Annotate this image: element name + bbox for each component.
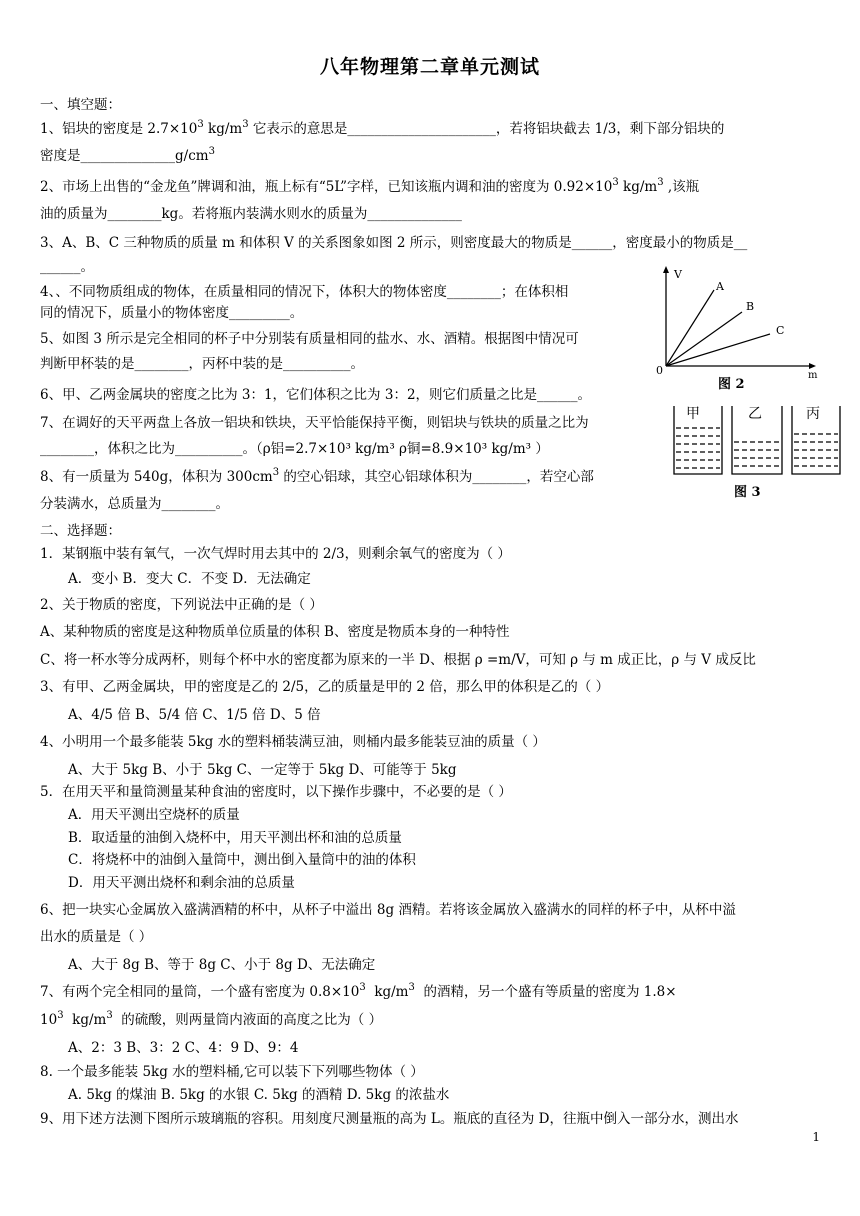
question-2-line-1: 2、市场上出售的“金龙鱼”牌调和油，瓶上标有“5L”字样，已知该瓶内调和油的密度为 $0.92\times 10^3$ $kg/m^3$ ,该瓶 xyxy=(40,177,700,195)
question-7-line-1: 7、在调好的天平两盘上各放一铝块和铁块，天平恰能保持平衡，则铝块与铁块的质量之比为 xyxy=(40,415,589,431)
choice-7-options: A、2：3 B、3：2 C、4：9 D、9：4 xyxy=(68,1040,299,1056)
cup-yi-label: 乙 xyxy=(748,406,762,422)
choice-2-options-ab: A、某种物质的密度是这种物质单位质量的体积 B、密度是物质本身的一种特性 xyxy=(40,624,510,640)
v-axis-label: V xyxy=(674,268,682,281)
question-6: 6、甲、乙两金属块的密度之比为 3：1，它们体积之比为 3：2，则它们质量之比是______。 xyxy=(40,387,592,403)
choice-7-line-2: $10^3$ $kg/m^3$ 的硫酸，则两量筒内液面的高度之比为（ ） xyxy=(40,1010,383,1028)
choice-2: 2、关于物质的密度，下列说法中正确的是（ ） xyxy=(40,597,323,613)
choice-5-option-a: A．用天平测出空烧杯的质量 xyxy=(68,807,240,823)
question-1-line-1: 1、铝块的密度是 $2.7\times 10^3$ $kg/m^3$ 它表示的意思是______________________，若将铝块截去 1/3，剩下部分铝块的 xyxy=(40,119,725,137)
choice-5-option-d: D．用天平测出烧杯和剩余油的总质量 xyxy=(68,875,295,891)
line-c xyxy=(666,334,770,366)
label-b: B xyxy=(746,300,755,313)
choice-3: 3、有甲、乙两金属块，甲的密度是乙的 2/5，乙的质量是甲的 2 倍，那么甲的体积是乙的（ ） xyxy=(40,679,610,695)
choice-3-options: A、4/5 倍 B、5/4 倍 C、1/5 倍 D、5 倍 xyxy=(68,707,321,723)
choice-2-options-cd: C、将一杯水等分成两杯，则每个杯中水的密度都为原来的一半 D、根据 ρ =m/V，可知 ρ 与 m 成正比，ρ 与 V 成反比 xyxy=(40,652,756,668)
choice-4: 4、小明用一个最多能装 5kg 水的塑料桶装满豆油，则桶内最多能装豆油的质量（ ） xyxy=(40,734,546,750)
choice-1: 1．某钢瓶中装有氧气，一次气焊时用去其中的 2/3，则剩余氧气的密度为（ ） xyxy=(40,546,511,562)
m-axis-arrow-icon xyxy=(809,363,816,369)
question-2-line-2: 油的质量为________kg。若将瓶内装满水则水的质量为______________ xyxy=(40,206,462,222)
figure-3-caption: 图 3 xyxy=(734,485,761,500)
choice-6-line-1: 6、把一块实心金属放入盛满酒精的杯中，从杯子中溢出 8g 酒精。若将该金属放入盛满水的同样的杯子中，从杯中溢 xyxy=(40,902,736,918)
label-a: A xyxy=(716,280,724,293)
label-c: C xyxy=(776,324,785,337)
question-8-line-1: 8、有一质量为 540g，体积为 $300cm^3$ 的空心铝球，其空心铝球体积为________，若空心部 xyxy=(40,467,594,485)
question-4-line-1: 4、、不同物质组成的物体，在质量相同的情况下，体积大的物体密度________；在体积相 xyxy=(40,284,569,300)
choice-5-option-c: C．将烧杯中的油倒入量筒中，测出倒入量筒中的油的体积 xyxy=(68,852,416,868)
choice-6-options: A、大于 8g B、等于 8g C、小于 8g D、无法确定 xyxy=(68,957,376,973)
choice-5: 5．在用天平和量筒测量某种食油的密度时，以下操作步骤中，不必要的是（ ） xyxy=(40,784,512,800)
figure-2-mv-graph xyxy=(652,262,822,392)
section-fill-blank: 一、填空题： xyxy=(40,97,121,113)
choice-8-options: A. 5kg 的煤油 B. 5kg 的水银 C. 5kg 的酒精 D. 5kg 的浓盐水 xyxy=(68,1087,450,1103)
question-3-line-2: ______。 xyxy=(40,259,94,275)
figure-3-cups xyxy=(668,402,846,502)
question-5-line-1: 5、如图 3 所示是完全相同的杯子中分别装有质量相同的盐水、水、酒精。根据图中情况可 xyxy=(40,331,579,347)
m-axis-label: m xyxy=(808,370,818,381)
line-a xyxy=(666,290,714,366)
choice-8: 8. 一个最多能装 5kg 水的塑料桶,它可以装下下列哪些物体（ ） xyxy=(40,1064,424,1080)
choice-6-line-2: 出水的质量是（ ） xyxy=(40,929,153,945)
v-axis-arrow-icon xyxy=(663,266,669,273)
choice-4-options: A、大于 5kg B、小于 5kg C、一定等于 5kg D、可能等于 5kg xyxy=(68,762,457,778)
question-3-line-1: 3、A、B、C 三种物质的质量 m 和体积 V 的关系图象如图 2 所示，则密度最大的物质是______，密度最小的物质是__ xyxy=(40,235,748,251)
cup-bing-label: 丙 xyxy=(806,406,820,422)
page-number: 1 xyxy=(812,1130,820,1144)
section-choice: 二、选择题： xyxy=(40,523,121,539)
question-5-line-2: 判断甲杯装的是________，丙杯中装的是__________。 xyxy=(40,356,364,372)
choice-7-line-1: 7、有两个完全相同的量筒，一个盛有密度为 $0.8\times 10^3$ $kg/m^3$ 的酒精，另一个盛有等质量的密度为 1.8× xyxy=(40,982,677,1000)
choice-5-option-b: B．取适量的油倒入烧杯中，用天平测出杯和油的总质量 xyxy=(68,830,402,846)
choice-9: 9、用下述方法测下图所示玻璃瓶的容积。用刻度尺测量瓶的高为 L。瓶底的直径为 D，往瓶中倒入一部分水，测出水 xyxy=(40,1111,739,1127)
line-b xyxy=(666,312,742,366)
cup-jia xyxy=(674,406,722,474)
choice-1-options: A．变小 B．变大 C．不变 D．无法确定 xyxy=(68,571,311,587)
cup-jia-label: 甲 xyxy=(686,406,700,422)
page-title: 八年物理第二章单元测试 xyxy=(319,56,540,78)
question-8-line-2: 分装满水，总质量为________。 xyxy=(40,496,229,512)
figure-2-caption: 图 2 xyxy=(718,377,745,392)
origin-label: 0 xyxy=(656,364,663,377)
cup-bing xyxy=(792,406,840,474)
question-1-line-2: 密度是$\_\_\_\_\_\_\_\_\_\_\_\_\_\_g/cm^3$ xyxy=(40,146,215,164)
question-7-line-2: ________，体积之比为__________。（ρ铝=2.7×10³ kg/m³ ρ铜=8.9×10³ kg/m³ ） xyxy=(40,441,549,457)
question-4-line-2: 同的情况下，质量小的物体密度_________。 xyxy=(40,305,304,321)
cup-yi xyxy=(732,406,782,474)
